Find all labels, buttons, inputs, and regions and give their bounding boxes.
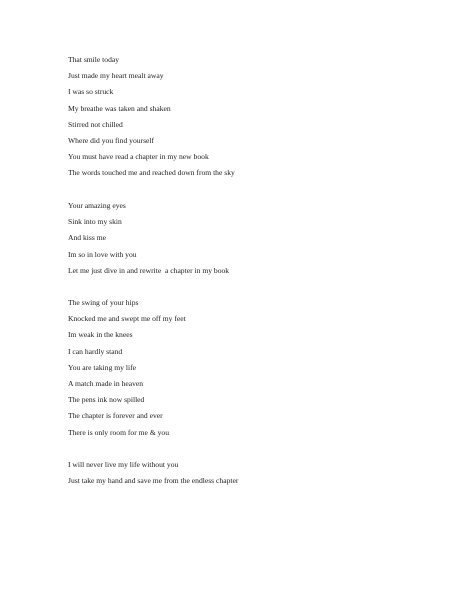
poem-line: The words touched me and reached down from the sky <box>68 168 235 178</box>
poem-line: Where did you find yourself <box>68 135 155 145</box>
poem-line: That smile today <box>68 55 120 64</box>
poem-line: There is only room for me & you <box>68 427 170 437</box>
stanza-3 <box>68 295 186 441</box>
poem-line: The pens ink now spilled <box>68 395 145 405</box>
poem-line: I was so struck <box>68 87 114 97</box>
poem-line: A match made in heaven <box>68 378 144 388</box>
poem-line: Just made my heart mealt away <box>68 71 164 81</box>
poem-line: Im so in love with you <box>68 249 137 259</box>
poem-line: Let me just dive in and rewrite a chapter in my book <box>68 265 230 275</box>
poem-line: I will never live my life without you <box>68 460 179 469</box>
stanza-2 <box>68 198 229 279</box>
poem-line: The swing of your hips <box>68 298 139 307</box>
poem-line: I can hardly stand <box>68 346 123 356</box>
poem-line: Im weak in the knees <box>68 330 133 340</box>
poem-line: You must have read a chapter in my new book <box>68 152 209 162</box>
poem-line: Sink into my skin <box>68 217 122 227</box>
poem-line: You are taking my life <box>68 362 136 372</box>
poem-line: Your amazing eyes <box>68 201 126 210</box>
poem-line: Stirred not chilled <box>68 119 123 129</box>
stanza-1 <box>68 52 235 182</box>
poem-line: My breathe was taken and shaken <box>68 103 171 113</box>
poem-line: Knocked me and swept me off my feet <box>68 314 186 324</box>
poem-line: And kiss me <box>68 233 106 243</box>
poem-line: Just take my hand and save me from the endless chapter <box>68 476 239 486</box>
poem-line: The chapter is forever and ever <box>68 411 163 421</box>
stanza-4 <box>68 457 238 489</box>
